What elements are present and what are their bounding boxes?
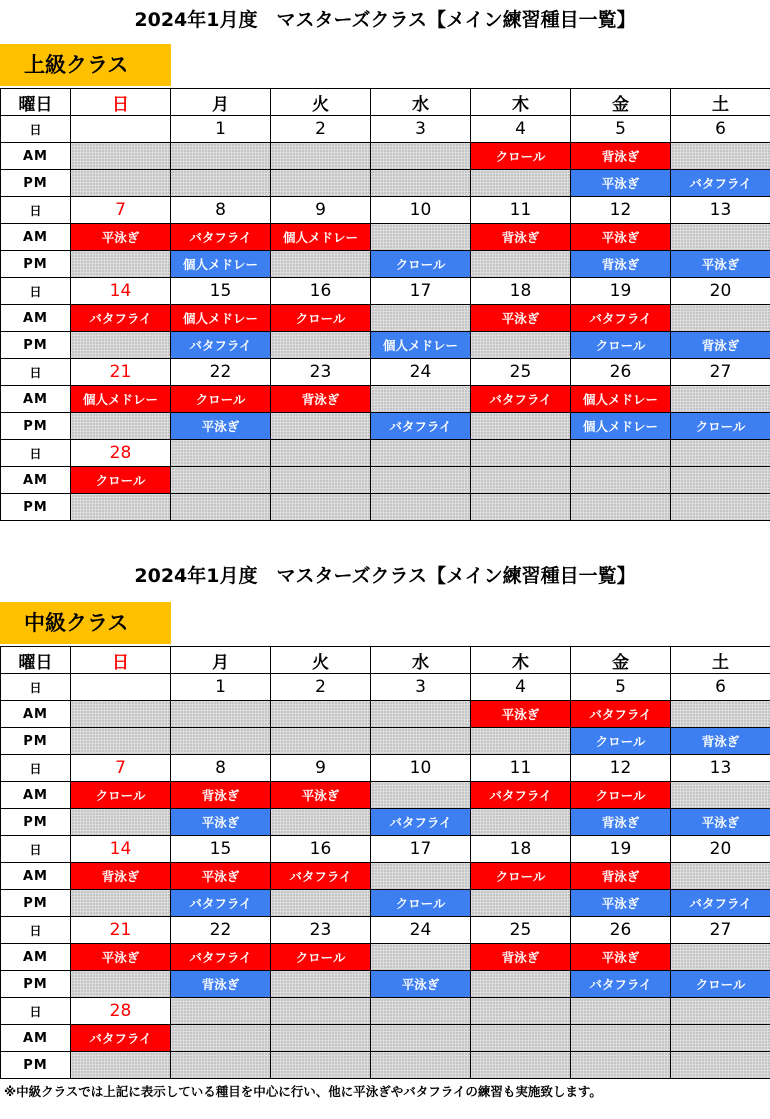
empty-cell [371, 782, 471, 809]
pm-row [1, 251, 770, 278]
swim-event-cell: バタフライ [471, 782, 571, 809]
date-row [1, 116, 770, 143]
empty-cell [171, 170, 271, 197]
empty-cell [271, 1052, 371, 1079]
row-label-am: AM [1, 305, 71, 332]
row-label-pm: PM [1, 494, 71, 521]
swim-event-cell: クロール [371, 890, 471, 917]
date-cell: 10 [371, 197, 471, 224]
row-label-am: AM [1, 944, 71, 971]
date-cell: 1 [171, 674, 271, 701]
row-label-date: 日 [1, 359, 71, 386]
swim-event-cell: クロール [571, 332, 671, 359]
empty-cell [471, 728, 571, 755]
empty-cell [171, 701, 271, 728]
date-cell [71, 674, 171, 701]
empty-cell [271, 971, 371, 998]
empty-cell [71, 251, 171, 278]
date-cell [271, 998, 371, 1025]
pm-row [1, 413, 770, 440]
swim-event-cell: 個人メドレー [571, 386, 671, 413]
weekday-header-cell: 金 [571, 647, 671, 674]
date-cell: 3 [371, 674, 471, 701]
date-cell [171, 440, 271, 467]
empty-cell [471, 170, 571, 197]
am-row [1, 863, 770, 890]
pm-row [1, 1052, 770, 1079]
date-cell: 26 [571, 917, 671, 944]
date-cell: 16 [271, 278, 371, 305]
am-row [1, 305, 770, 332]
empty-cell [171, 1025, 271, 1052]
swim-event-cell: バタフライ [571, 971, 671, 998]
date-cell [471, 440, 571, 467]
pm-row [1, 170, 770, 197]
swim-event-cell: 平泳ぎ [71, 944, 171, 971]
empty-cell [71, 890, 171, 917]
swim-event-cell: 個人メドレー [571, 413, 671, 440]
date-row [1, 998, 770, 1025]
swim-event-cell: 平泳ぎ [571, 224, 671, 251]
empty-cell [171, 728, 271, 755]
am-row [1, 944, 770, 971]
empty-cell [371, 863, 471, 890]
swim-event-cell: バタフライ [371, 413, 471, 440]
swim-event-cell: クロール [671, 971, 770, 998]
empty-cell [271, 890, 371, 917]
date-cell: 26 [571, 359, 671, 386]
weekday-header-cell: 月 [171, 89, 271, 116]
date-cell: 28 [71, 440, 171, 467]
weekday-header-cell: 土 [671, 89, 770, 116]
row-label-date: 日 [1, 674, 71, 701]
empty-cell [471, 809, 571, 836]
row-label-am: AM [1, 863, 71, 890]
empty-cell [271, 332, 371, 359]
swim-event-cell: 背泳ぎ [471, 224, 571, 251]
swim-event-cell: クロール [571, 728, 671, 755]
date-cell: 15 [171, 836, 271, 863]
swim-event-cell: 平泳ぎ [271, 782, 371, 809]
empty-cell [171, 143, 271, 170]
date-cell [671, 440, 770, 467]
date-cell [271, 440, 371, 467]
swim-event-cell: 平泳ぎ [371, 971, 471, 998]
date-cell: 25 [471, 917, 571, 944]
weekday-header-row [1, 89, 770, 116]
swim-event-cell: 平泳ぎ [471, 305, 571, 332]
swim-event-cell: 個人メドレー [171, 251, 271, 278]
empty-cell [371, 467, 471, 494]
empty-cell [271, 809, 371, 836]
swim-event-cell: クロール [471, 863, 571, 890]
empty-cell [471, 1025, 571, 1052]
swim-event-cell: 背泳ぎ [171, 782, 271, 809]
empty-cell [471, 251, 571, 278]
swim-event-cell: 平泳ぎ [571, 890, 671, 917]
weekday-header-row [1, 647, 770, 674]
swim-event-cell: 平泳ぎ [671, 809, 770, 836]
empty-cell [271, 251, 371, 278]
swim-event-cell: バタフライ [671, 170, 770, 197]
schedule-table-advanced [0, 88, 770, 521]
date-cell: 22 [171, 359, 271, 386]
row-label-date: 日 [1, 998, 71, 1025]
date-row [1, 836, 770, 863]
schedule-table-intermediate [0, 646, 770, 1079]
empty-cell [671, 782, 770, 809]
empty-cell [671, 224, 770, 251]
date-cell: 27 [671, 917, 770, 944]
swim-event-cell: バタフライ [271, 863, 371, 890]
swim-event-cell: 平泳ぎ [471, 701, 571, 728]
date-cell: 8 [171, 755, 271, 782]
date-cell: 13 [671, 197, 770, 224]
date-cell: 23 [271, 359, 371, 386]
empty-cell [371, 1052, 471, 1079]
row-label-date: 日 [1, 755, 71, 782]
swim-event-cell: クロール [571, 782, 671, 809]
empty-cell [671, 467, 770, 494]
swim-event-cell: 背泳ぎ [271, 386, 371, 413]
swim-event-cell: 背泳ぎ [571, 143, 671, 170]
swim-event-cell: 平泳ぎ [171, 413, 271, 440]
date-cell: 25 [471, 359, 571, 386]
empty-cell [71, 494, 171, 521]
date-cell: 6 [671, 674, 770, 701]
empty-cell [271, 701, 371, 728]
date-cell: 28 [71, 998, 171, 1025]
swim-event-cell: 背泳ぎ [671, 728, 770, 755]
swim-event-cell: 背泳ぎ [471, 944, 571, 971]
row-label-am: AM [1, 386, 71, 413]
empty-cell [171, 1052, 271, 1079]
am-row [1, 782, 770, 809]
empty-cell [71, 701, 171, 728]
date-cell: 10 [371, 755, 471, 782]
row-label-date: 日 [1, 116, 71, 143]
date-cell: 22 [171, 917, 271, 944]
am-row [1, 701, 770, 728]
empty-cell [271, 143, 371, 170]
date-cell: 24 [371, 917, 471, 944]
am-row [1, 143, 770, 170]
empty-cell [471, 890, 571, 917]
date-cell: 18 [471, 836, 571, 863]
swim-event-cell: クロール [671, 413, 770, 440]
swim-event-cell: バタフライ [171, 332, 271, 359]
weekday-header-cell: 木 [471, 89, 571, 116]
swim-event-cell: クロール [271, 305, 371, 332]
pm-row [1, 494, 770, 521]
date-cell: 7 [71, 755, 171, 782]
row-label-date: 日 [1, 278, 71, 305]
empty-cell [571, 1025, 671, 1052]
weekday-header-cell: 日 [71, 647, 171, 674]
swim-event-cell: 背泳ぎ [571, 863, 671, 890]
empty-cell [271, 467, 371, 494]
swim-event-cell: クロール [71, 467, 171, 494]
date-cell: 4 [471, 116, 571, 143]
row-label-date: 日 [1, 197, 71, 224]
empty-cell [671, 494, 770, 521]
swim-event-cell: クロール [71, 782, 171, 809]
weekday-header-label: 曜日 [1, 89, 71, 116]
am-row [1, 386, 770, 413]
am-row [1, 224, 770, 251]
date-cell: 15 [171, 278, 271, 305]
swim-event-cell: バタフライ [71, 1025, 171, 1052]
swim-event-cell: クロール [471, 143, 571, 170]
date-cell: 5 [571, 674, 671, 701]
empty-cell [71, 728, 171, 755]
swim-event-cell: バタフライ [471, 386, 571, 413]
class-label-intermediate: 中級クラス [0, 602, 171, 644]
weekday-header-cell: 火 [271, 89, 371, 116]
date-cell: 20 [671, 836, 770, 863]
date-cell [171, 998, 271, 1025]
date-cell: 11 [471, 197, 571, 224]
swim-event-cell: バタフライ [371, 809, 471, 836]
date-cell: 5 [571, 116, 671, 143]
date-cell [371, 440, 471, 467]
date-cell: 4 [471, 674, 571, 701]
row-label-pm: PM [1, 728, 71, 755]
date-cell: 14 [71, 836, 171, 863]
date-cell: 1 [171, 116, 271, 143]
swim-event-cell: クロール [271, 944, 371, 971]
row-label-pm: PM [1, 809, 71, 836]
date-cell: 21 [71, 917, 171, 944]
row-label-am: AM [1, 467, 71, 494]
empty-cell [471, 332, 571, 359]
swim-event-cell: 背泳ぎ [571, 809, 671, 836]
date-cell [371, 998, 471, 1025]
date-cell: 3 [371, 116, 471, 143]
empty-cell [371, 494, 471, 521]
date-cell: 24 [371, 359, 471, 386]
swim-event-cell: 平泳ぎ [571, 170, 671, 197]
date-cell: 2 [271, 116, 371, 143]
row-label-am: AM [1, 143, 71, 170]
row-label-am: AM [1, 224, 71, 251]
date-cell: 9 [271, 197, 371, 224]
date-cell: 20 [671, 278, 770, 305]
row-label-pm: PM [1, 971, 71, 998]
date-cell: 6 [671, 116, 770, 143]
empty-cell [271, 1025, 371, 1052]
empty-cell [671, 1025, 770, 1052]
empty-cell [671, 701, 770, 728]
swim-event-cell: 平泳ぎ [71, 224, 171, 251]
swim-event-cell: 背泳ぎ [571, 251, 671, 278]
row-label-pm: PM [1, 413, 71, 440]
date-row [1, 440, 770, 467]
weekday-header-cell: 木 [471, 647, 571, 674]
swim-event-cell: バタフライ [671, 890, 770, 917]
row-label-pm: PM [1, 332, 71, 359]
date-cell: 19 [571, 278, 671, 305]
empty-cell [71, 413, 171, 440]
empty-cell [471, 494, 571, 521]
date-cell: 27 [671, 359, 770, 386]
empty-cell [71, 170, 171, 197]
row-label-date: 日 [1, 836, 71, 863]
am-row [1, 467, 770, 494]
empty-cell [471, 1052, 571, 1079]
weekday-header-cell: 水 [371, 89, 471, 116]
date-cell [571, 440, 671, 467]
pm-row [1, 809, 770, 836]
date-row [1, 917, 770, 944]
weekday-header-cell: 水 [371, 647, 471, 674]
empty-cell [671, 305, 770, 332]
swim-event-cell: バタフライ [171, 944, 271, 971]
empty-cell [471, 413, 571, 440]
date-cell: 12 [571, 755, 671, 782]
swim-event-cell: 背泳ぎ [671, 332, 770, 359]
row-label-pm: PM [1, 170, 71, 197]
date-cell: 8 [171, 197, 271, 224]
swim-event-cell: 個人メドレー [371, 332, 471, 359]
date-cell: 19 [571, 836, 671, 863]
swim-event-cell: 個人メドレー [271, 224, 371, 251]
row-label-pm: PM [1, 890, 71, 917]
empty-cell [171, 467, 271, 494]
section-title-intermediate: 2024年1月度 マスターズクラス【メイン練習種目一覧】 [134, 565, 636, 587]
section-title-advanced: 2024年1月度 マスターズクラス【メイン練習種目一覧】 [134, 9, 636, 31]
swim-event-cell: 平泳ぎ [571, 944, 671, 971]
pm-row [1, 728, 770, 755]
empty-cell [371, 305, 471, 332]
swim-event-cell: 個人メドレー [71, 386, 171, 413]
empty-cell [71, 143, 171, 170]
empty-cell [671, 944, 770, 971]
empty-cell [371, 944, 471, 971]
empty-cell [571, 494, 671, 521]
weekday-header-cell: 金 [571, 89, 671, 116]
date-cell: 23 [271, 917, 371, 944]
empty-cell [371, 224, 471, 251]
date-cell: 7 [71, 197, 171, 224]
am-row [1, 1025, 770, 1052]
date-row [1, 359, 770, 386]
swim-event-cell: クロール [171, 386, 271, 413]
row-label-am: AM [1, 782, 71, 809]
date-row [1, 278, 770, 305]
row-label-pm: PM [1, 1052, 71, 1079]
class-label-advanced: 上級クラス [0, 44, 171, 86]
date-cell: 17 [371, 278, 471, 305]
empty-cell [571, 467, 671, 494]
swim-event-cell: 平泳ぎ [171, 863, 271, 890]
date-cell: 13 [671, 755, 770, 782]
date-cell: 17 [371, 836, 471, 863]
date-row [1, 755, 770, 782]
empty-cell [71, 809, 171, 836]
empty-cell [371, 701, 471, 728]
weekday-header-cell: 火 [271, 647, 371, 674]
empty-cell [671, 386, 770, 413]
swim-event-cell: バタフライ [571, 305, 671, 332]
empty-cell [371, 170, 471, 197]
empty-cell [171, 494, 271, 521]
swim-event-cell: クロール [371, 251, 471, 278]
row-label-pm: PM [1, 251, 71, 278]
date-cell [671, 998, 770, 1025]
pm-row [1, 890, 770, 917]
date-cell: 12 [571, 197, 671, 224]
swim-event-cell: 背泳ぎ [71, 863, 171, 890]
date-row [1, 674, 770, 701]
pm-row [1, 971, 770, 998]
swim-event-cell: 平泳ぎ [171, 809, 271, 836]
date-row [1, 197, 770, 224]
swim-event-cell: バタフライ [171, 890, 271, 917]
weekday-header-label: 曜日 [1, 647, 71, 674]
swim-event-cell: バタフライ [571, 701, 671, 728]
date-cell: 14 [71, 278, 171, 305]
swim-event-cell: 個人メドレー [171, 305, 271, 332]
weekday-header-cell: 月 [171, 647, 271, 674]
footnote: ※中級クラスでは上記に表示している種目を中心に行い、他に平泳ぎやバタフライの練習も実施致します。 [4, 1084, 602, 1099]
row-label-date: 日 [1, 440, 71, 467]
date-cell: 16 [271, 836, 371, 863]
empty-cell [571, 1052, 671, 1079]
empty-cell [671, 1052, 770, 1079]
empty-cell [371, 728, 471, 755]
empty-cell [71, 332, 171, 359]
empty-cell [471, 971, 571, 998]
swim-event-cell: バタフライ [71, 305, 171, 332]
empty-cell [671, 143, 770, 170]
row-label-am: AM [1, 1025, 71, 1052]
empty-cell [271, 494, 371, 521]
empty-cell [371, 143, 471, 170]
empty-cell [271, 170, 371, 197]
pm-row [1, 332, 770, 359]
date-cell [471, 998, 571, 1025]
date-cell [71, 116, 171, 143]
empty-cell [371, 386, 471, 413]
swim-event-cell: バタフライ [171, 224, 271, 251]
row-label-am: AM [1, 701, 71, 728]
empty-cell [371, 1025, 471, 1052]
date-cell: 9 [271, 755, 371, 782]
date-cell [571, 998, 671, 1025]
empty-cell [71, 971, 171, 998]
weekday-header-cell: 日 [71, 89, 171, 116]
empty-cell [71, 1052, 171, 1079]
weekday-header-cell: 土 [671, 647, 770, 674]
date-cell: 18 [471, 278, 571, 305]
empty-cell [471, 467, 571, 494]
swim-event-cell: 平泳ぎ [671, 251, 770, 278]
date-cell: 2 [271, 674, 371, 701]
empty-cell [271, 413, 371, 440]
row-label-date: 日 [1, 917, 71, 944]
swim-event-cell: 背泳ぎ [171, 971, 271, 998]
date-cell: 11 [471, 755, 571, 782]
empty-cell [671, 863, 770, 890]
date-cell: 21 [71, 359, 171, 386]
empty-cell [271, 728, 371, 755]
